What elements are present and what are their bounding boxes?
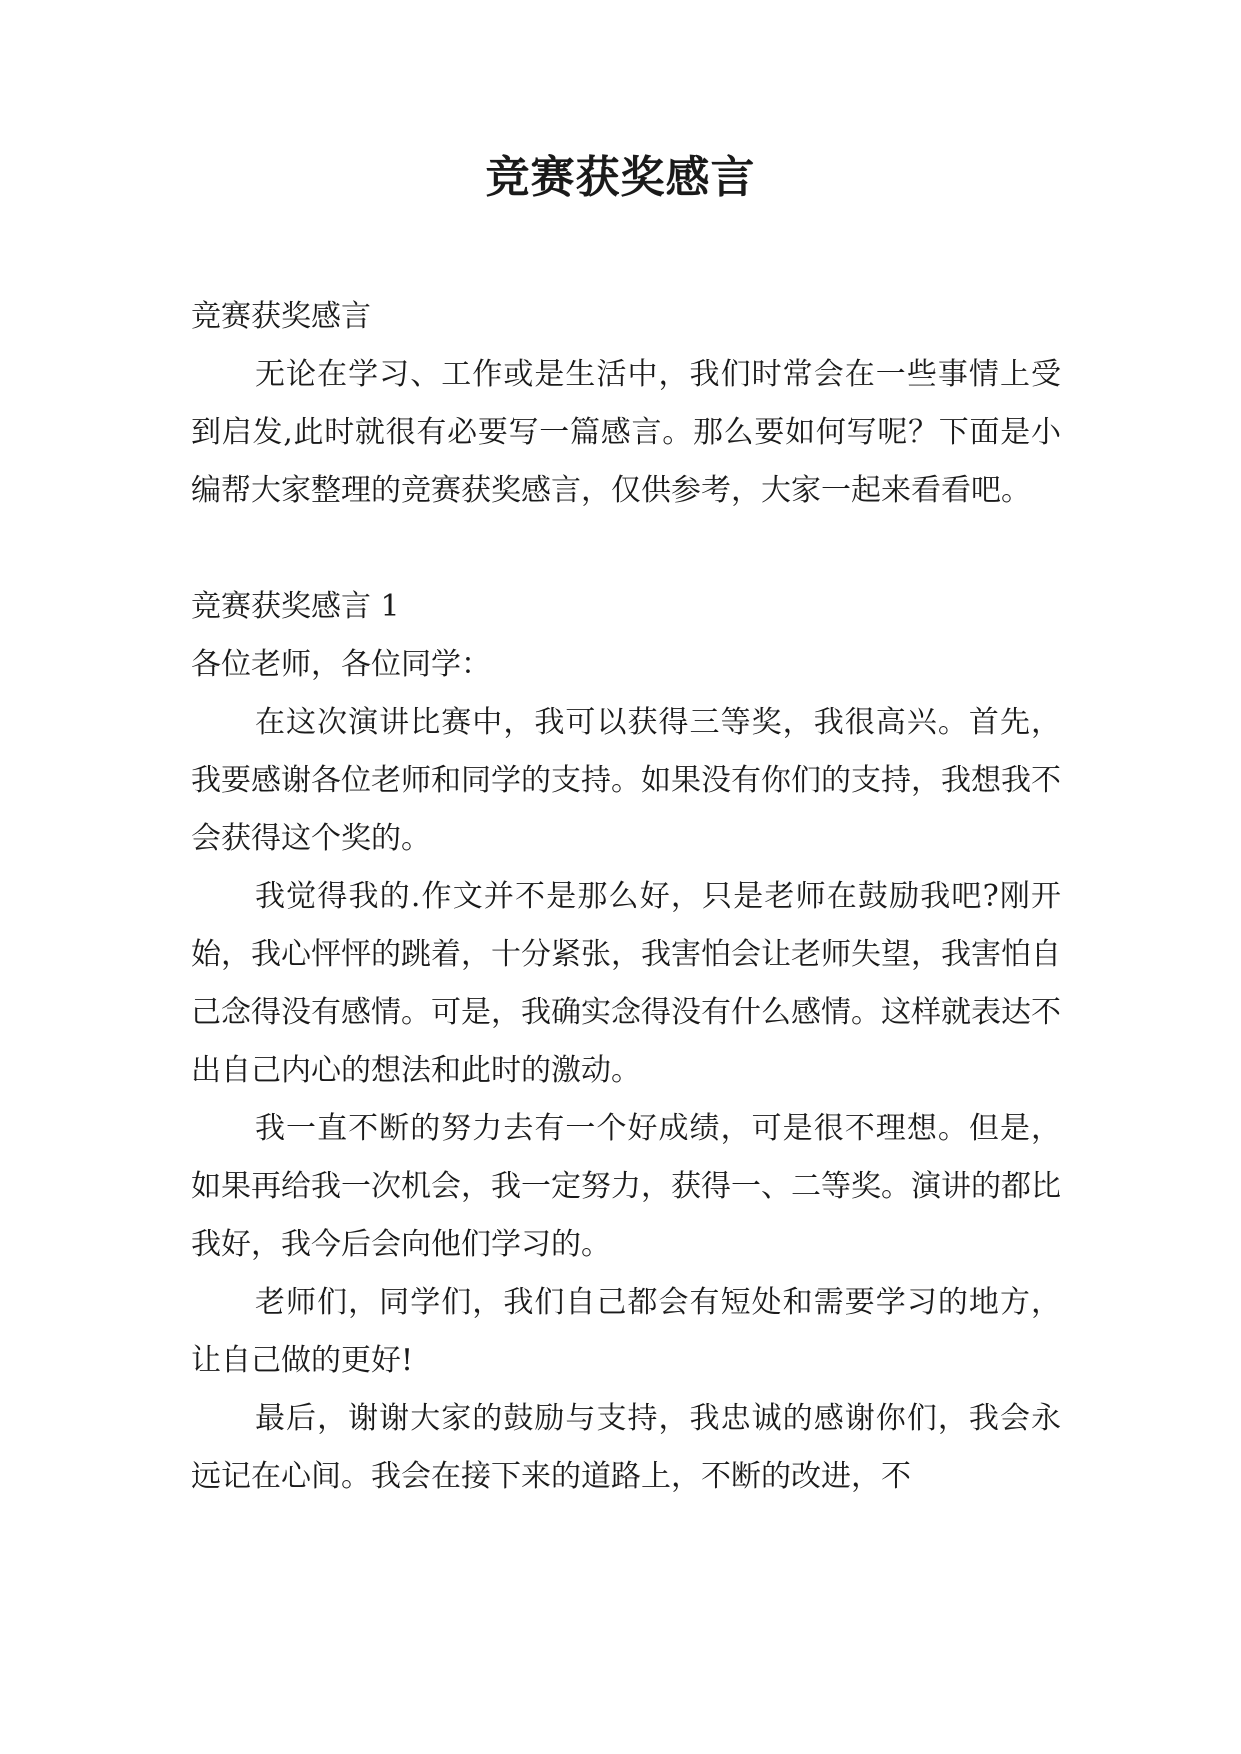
- body-paragraph: 最后，谢谢大家的鼓励与支持，我忠诚的感谢你们，我会永远记在心间。我会在接下来的道路上，不断的改进，不: [191, 1401, 1061, 1494]
- document-body: [191, 288, 1061, 1506]
- intro-paragraph: 无论在学习、工作或是生活中，我们时常会在一些事情上受到启发,此时就很有必要写一篇感言。那么要如何写呢？下面是小编帮大家整理的竞赛获奖感言，仅供参考，大家一起来看看吧。: [191, 357, 1061, 508]
- section-heading: 竞赛获奖感言 1: [191, 589, 400, 624]
- section-spacer: [191, 520, 1061, 578]
- salutation: 各位老师，各位同学：: [191, 647, 491, 682]
- body-paragraph: 在这次演讲比赛中，我可以获得三等奖，我很高兴。首先，我要感谢各位老师和同学的支持。如果没有你们的支持，我想我不会获得这个奖的。: [191, 705, 1061, 856]
- body-paragraph: 我一直不断的努力去有一个好成绩，可是很不理想。但是，如果再给我一次机会，我一定努力，获得一、二等奖。演讲的都比我好，我今后会向他们学习的。: [191, 1111, 1061, 1262]
- page-title: 竞赛获奖感言: [485, 152, 756, 203]
- intro-heading: 竞赛获奖感言: [191, 299, 371, 334]
- body-paragraph: 老师们，同学们，我们自己都会有短处和需要学习的地方，让自己做的更好!: [191, 1285, 1061, 1378]
- body-paragraph: 我觉得我的.作文并不是那么好，只是老师在鼓励我吧?刚开始，我心怦怦的跳着，十分紧张，我害怕会让老师失望，我害怕自己念得没有感情。可是，我确实念得没有什么感情。这样就表达不出自己内心的想法和此时的激动。: [191, 879, 1061, 1088]
